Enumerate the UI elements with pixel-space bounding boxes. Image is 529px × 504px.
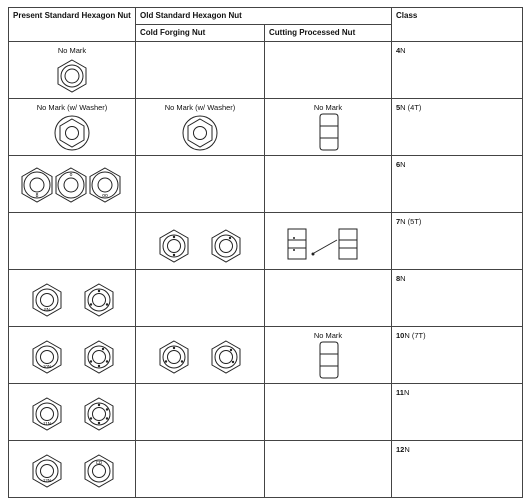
nut-class-table xyxy=(8,7,523,498)
cutting-cell xyxy=(265,327,392,384)
cutting-cell xyxy=(265,213,392,270)
hex-nut-washer-icon xyxy=(180,113,220,153)
class-cell xyxy=(392,156,523,213)
hex-nut-marked-icon-group xyxy=(19,451,129,491)
svg-text:oo: oo xyxy=(102,193,108,199)
class-cell xyxy=(392,42,523,99)
svg-text:12N: 12N xyxy=(42,478,52,483)
cold-caption: No Mark (w/ Washer) xyxy=(164,103,236,112)
class-label: 12N xyxy=(396,445,410,454)
cutting-cell xyxy=(265,42,392,99)
nut-side-view-icon xyxy=(317,112,341,152)
class-label: 11N xyxy=(396,388,410,397)
present-cell xyxy=(9,441,136,498)
cold-cell xyxy=(136,213,265,270)
class-label: 6N xyxy=(396,160,406,169)
class-cell xyxy=(392,384,523,441)
table-row xyxy=(9,213,523,270)
cold-cell xyxy=(136,156,265,213)
hex-nut-marked-icon-group xyxy=(146,226,256,266)
class-label: 7N (5T) xyxy=(396,217,422,226)
class-cell xyxy=(392,441,523,498)
present-cell xyxy=(9,213,136,270)
table-row xyxy=(9,42,523,99)
class-label: 5N (4T) xyxy=(396,103,422,112)
svg-text:8: 8 xyxy=(35,193,39,199)
present-cell xyxy=(9,42,136,99)
header-cold-forging: Cold Forging Nut xyxy=(136,25,265,42)
class-label: 10N (7T) xyxy=(396,331,426,340)
table-row xyxy=(9,384,523,441)
svg-text:10N: 10N xyxy=(42,364,52,369)
table-row xyxy=(9,441,523,498)
nut-side-view-icon xyxy=(317,340,341,380)
hex-nut-washer-icon xyxy=(52,113,92,153)
cold-cell xyxy=(136,99,265,156)
hex-nut-marked-icon-group xyxy=(19,337,129,377)
present-caption: No Mark xyxy=(57,46,87,55)
class-label: 8N xyxy=(396,274,406,283)
cold-cell xyxy=(136,441,265,498)
svg-text:8N: 8N xyxy=(44,307,50,312)
cold-cell xyxy=(136,384,265,441)
cutting-caption: No Mark xyxy=(313,331,343,340)
header-old: Old Standard Hexagon Nut xyxy=(136,8,392,25)
class-cell xyxy=(392,270,523,327)
hex-nut-marked-icon-group xyxy=(19,394,129,434)
svg-text:o: o xyxy=(69,172,73,178)
class-cell xyxy=(392,99,523,156)
nut-side-view-icon-group xyxy=(285,222,375,266)
cold-cell xyxy=(136,270,265,327)
present-cell xyxy=(9,270,136,327)
present-cell xyxy=(9,327,136,384)
hex-nut-marked-icon-group xyxy=(13,165,133,205)
cold-cell xyxy=(136,327,265,384)
svg-text:CD: CD xyxy=(95,460,103,465)
present-caption: No Mark (w/ Washer) xyxy=(36,103,108,112)
present-cell xyxy=(9,156,136,213)
cutting-caption: No Mark xyxy=(313,103,343,112)
present-cell xyxy=(9,99,136,156)
table-row xyxy=(9,270,523,327)
cold-cell xyxy=(136,42,265,99)
cutting-cell xyxy=(265,270,392,327)
table-row xyxy=(9,327,523,384)
present-cell xyxy=(9,384,136,441)
cutting-cell xyxy=(265,156,392,213)
hex-nut-icon xyxy=(52,56,92,96)
cutting-cell xyxy=(265,99,392,156)
table-row xyxy=(9,156,523,213)
hex-nut-marked-icon-group xyxy=(146,337,256,377)
class-label: 4N xyxy=(396,46,406,55)
header-present: Present Standard Hexagon Nut xyxy=(9,8,136,42)
hex-nut-marked-icon-group xyxy=(19,280,129,320)
class-cell xyxy=(392,213,523,270)
svg-text:11N: 11N xyxy=(43,421,51,426)
cutting-cell xyxy=(265,384,392,441)
table-row xyxy=(9,99,523,156)
header-class: Class xyxy=(392,8,523,42)
header-cutting: Cutting Processed Nut xyxy=(265,25,392,42)
cutting-cell xyxy=(265,441,392,498)
class-cell xyxy=(392,327,523,384)
